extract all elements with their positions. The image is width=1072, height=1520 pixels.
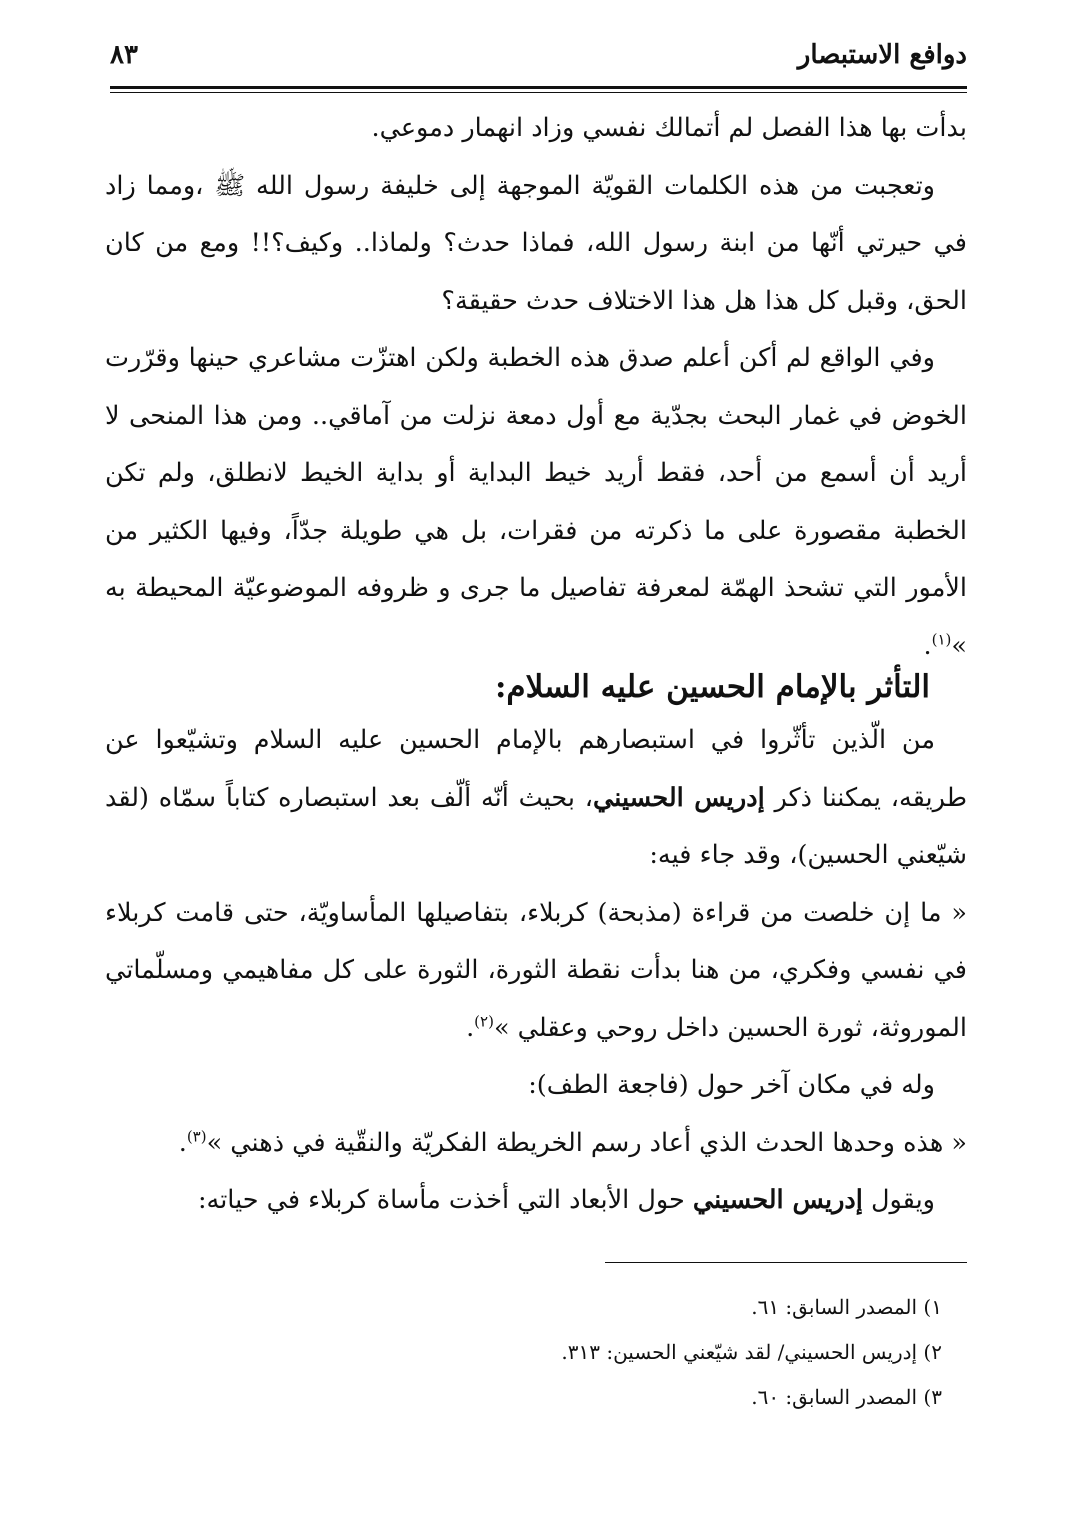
footnote: ٣) المصدر السابق: ٦٠. [751, 1385, 942, 1409]
quote-text: « هذه وحدها الحدث الذي أعاد رسم الخريطة الفكريّة والنقّية في ذهني » [206, 1127, 967, 1158]
footnote-rule [605, 1262, 967, 1263]
author-name: إدريس الحسيني [692, 1185, 863, 1215]
body-text-section [105, 712, 967, 1230]
paragraph: بدأت بها هذا الفصل لم أتمالك نفسي وزاد انهمار دموعي. [371, 113, 967, 143]
paragraph: وفي الواقع لم أكن أعلم صدق هذه الخطبة ولكن اهتزّت مشاعري حينها وقرّرت الخوض في غمار البحث بجدّية مع أول دمعة نزلت من آماقي.. ومن هذا المنحى لا أريد أن أسمع من أحد، فقط أريد خيط البداية أو بداية الخيط لانطلق، ولم تكن الخطبة مقصورة على ما ذكرته من فقرات، بل هي طويلة جدّاً، وفيها الكثير من الأمور التي تشحذ الهمّة لمعرفة تفاصيل ما جرى و ظروفه الموضوعيّة المحيطة به »$^{(١)}$. [105, 343, 967, 661]
footnotes [105, 1285, 942, 1420]
page-number: ٨٣ [110, 40, 138, 70]
paragraph: وله في مكان آخر حول (فاجعة الطف): [528, 1070, 935, 1100]
paragraph-text: من الّذين تأثّروا في استبصارهم بالإمام الحسين عليه السلام وتشيّعوا عن طريقه، يمكننا ذكر [105, 725, 967, 813]
body-text-top [105, 100, 967, 675]
section-heading: التأثر بالإمام الحسين عليه السلام: [494, 669, 930, 705]
header-rule [110, 86, 967, 89]
paragraph-text: ، بحيث أنّه ألّف بعد استبصاره كتاباً سمّاه (لقد شيّعني الحسين)، وقد جاء فيه: [105, 782, 967, 870]
footnote: ٢) إدريس الحسيني/ لقد شيّعني الحسين: ٣١٣. [561, 1340, 942, 1364]
quote-paragraph: « هذه وحدها الحدث الذي أعاد رسم الخريطة الفكريّة والنقّية في ذهني »$^{(٣)}$. [178, 1127, 967, 1158]
footnote: ١) المصدر السابق: ٦١. [751, 1295, 942, 1319]
footnote-ref: (١) [931, 630, 952, 648]
quote-paragraph: « ما إن خلصت من قراءة (مذبحة) كربلاء، بتفاصيلها المأساويّة، حتى قامت كربلاء في نفسي وفكري، من هنا بدأت نقطة الثورة، الثورة على كل مفاهيمي ومسلّماتي الموروثة، ثورة الحسين داخل روحي وعقلي »$^{(٢)}$. [105, 897, 967, 1043]
header-rule-thin [110, 92, 967, 93]
page-header [110, 40, 967, 80]
footnote-ref: (٢) [474, 1012, 494, 1030]
paragraph [105, 712, 967, 885]
footnote-ref: (٣) [186, 1127, 207, 1145]
running-title: دوافع الاستبصار [797, 40, 967, 70]
paragraph: وتعجبت من هذه الكلمات القويّة الموجهة إلى خليفة رسول الله ﷺ ،ومما زاد في حيرتي أنّها من ابنة رسول الله، فماذا حدث؟ ولماذا.. وكيف؟!! ومع من كان الحق، وقبل كل هذا هل هذا الاختلاف حدث حقيقة؟ [105, 170, 967, 316]
author-name: إدريس الحسيني [593, 782, 765, 813]
quote-text: « ما إن خلصت من قراءة (مذبحة) كربلاء، بتفاصيلها المأساويّة، حتى قامت كربلاء في نفسي وفكري، من هنا بدأت نقطة الثورة، الثورة على كل مفاهيمي ومسلّماتي الموروثة، ثورة الحسين داخل روحي وعقلي » [105, 897, 967, 1043]
paragraph [105, 1172, 967, 1230]
paragraph-text: حول الأبعاد التي أخذت مأساة كربلاء في حياته: [197, 1185, 693, 1215]
paragraph-text: وفي الواقع لم أكن أعلم صدق هذه الخطبة ولكن اهتزّت مشاعري حينها وقرّرت الخوض في غمار البحث بجدّية مع أول دمعة نزلت من آماقي.. ومن هذا المنحى لا أريد أن أسمع من أحد، فقط أريد خيط البداية أو بداية الخيط لانطلق، ولم تكن الخطبة مقصورة على ما ذكرته من فقرات، بل هي طويلة جدّاً، وفيها الكثير من الأمور التي تشحذ الهمّة لمعرفة تفاصيل ما جرى و ظروفه الموضوعيّة المحيطة به » [105, 343, 967, 661]
paragraph-text: ويقول [862, 1185, 935, 1215]
